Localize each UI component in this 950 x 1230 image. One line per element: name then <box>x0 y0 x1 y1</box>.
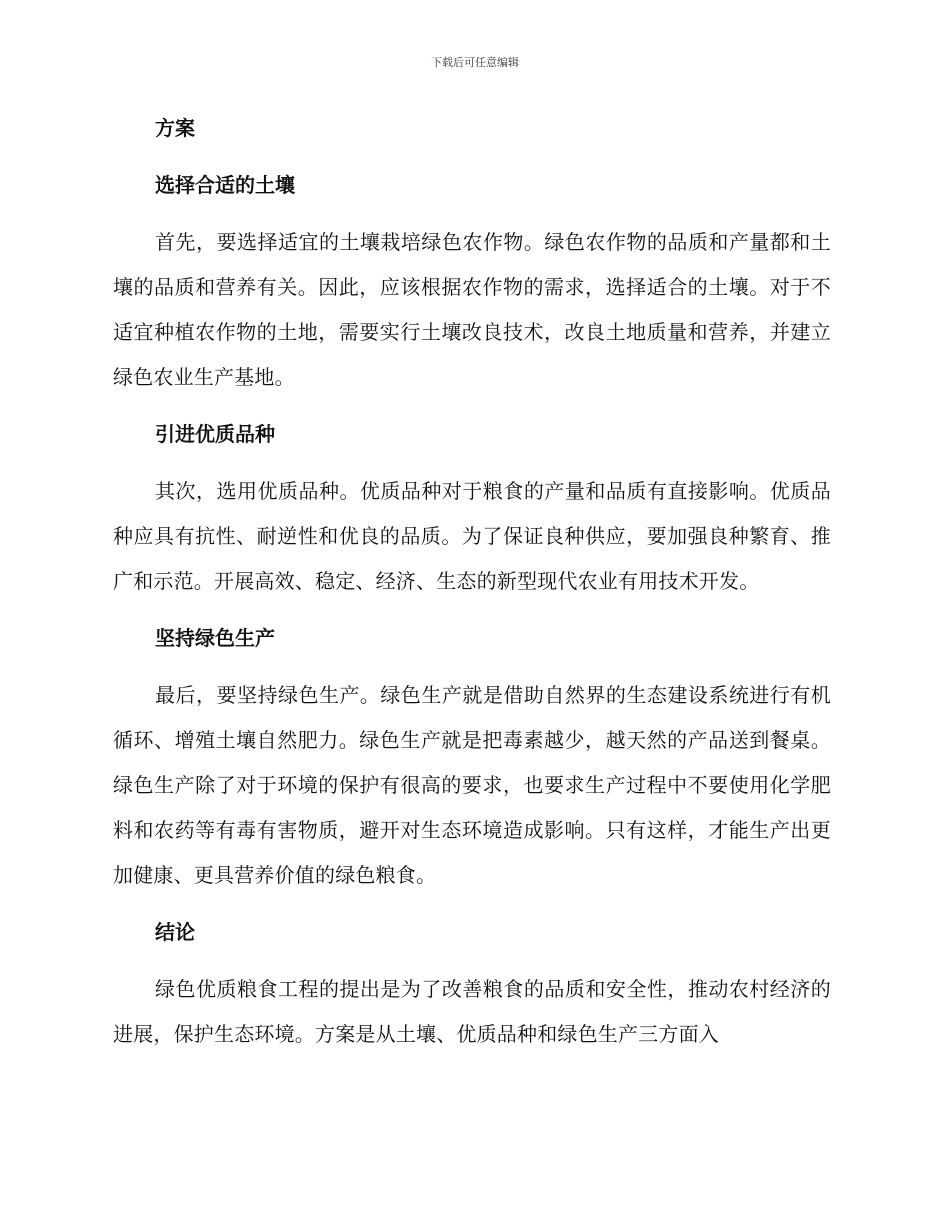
section-heading-varieties: 引进优质品种 <box>155 422 275 446</box>
document-body <box>113 106 831 1069</box>
section-paragraph-conclusion: 绿色优质粮食工程的提出是为了改善粮食的品质和安全性，推动农村经济的进展，保护生态环境。方案是从土壤、优质品种和绿色生产三方面入 <box>113 977 831 1046</box>
section-paragraph-soil: 首先，要选择适宜的土壤栽培绿色农作物。绿色农作物的品质和产量都和土壤的品质和营养有关。因此，应该根据农作物的需求，选择适合的土壤。对于不适宜种植农作物的土地，需要实行土壤改良技术，改良土地质量和营养，并建立绿色农业生产基地。 <box>113 230 831 389</box>
section-paragraph-varieties: 其次，选用优质品种。优质品种对于粮食的产量和品质有直接影响。优质品种应具有抗性、耐逆性和优良的品质。为了保证良种供应，要加强良种繁育、推广和示范。开展高效、稳定、经济、生态的新型现代农业有用技术开发。 <box>113 479 831 593</box>
section-heading-plan: 方案 <box>155 116 195 140</box>
section-heading-green-production: 坚持绿色生产 <box>155 626 275 650</box>
section-paragraph-green-production: 最后，要坚持绿色生产。绿色生产就是借助自然界的生态建设系统进行有机循环、增殖土壤自然肥力。绿色生产就是把毒素越少，越天然的产品送到餐桌。绿色生产除了对于环境的保护有很高的要求，也要求生产过程中不要使用化学肥料和农药等有毒有害物质，避开对生态环境造成影响。只有这样，才能生产出更加健康、更具营养价值的绿色粮食。 <box>113 683 831 887</box>
section-heading-conclusion: 结论 <box>155 920 195 944</box>
page-header: 下载后可任意编辑 <box>431 56 519 69</box>
section-heading-soil: 选择合适的土壤 <box>155 173 295 197</box>
